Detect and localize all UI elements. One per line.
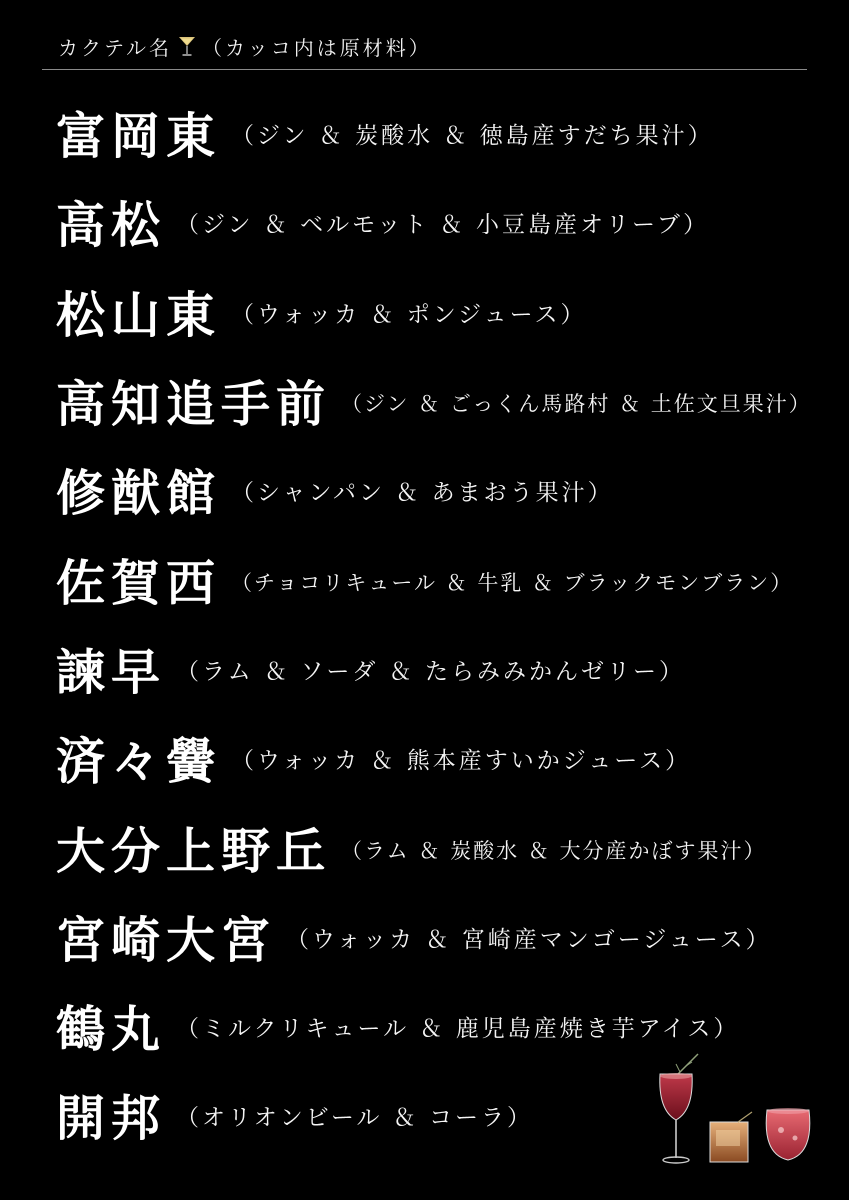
cocktail-item	[56, 360, 836, 449]
cocktail-name: 富岡東	[56, 107, 222, 166]
cocktail-ingredients: （ウォッカ ＆ ポンジュース）	[231, 301, 587, 328]
cocktail-name: 宮崎大宮	[56, 910, 277, 969]
header-title: カクテル名	[58, 35, 172, 60]
cocktail-name: 済々黌	[56, 732, 222, 791]
cocktail-ingredients: （ジン ＆ 炭酸水 ＆ 徳島産すだち果汁）	[231, 123, 714, 150]
cocktail-item	[56, 806, 836, 895]
cocktail-name: 修猷館	[56, 464, 222, 523]
cocktail-item	[56, 181, 836, 270]
cocktail-ingredients: （ウォッカ ＆ 熊本産すいかジュース）	[231, 748, 692, 775]
cocktail-name: 開邦	[56, 1089, 167, 1148]
header-note: （カッコ内は原材料）	[202, 35, 432, 60]
cocktail-name: 諫早	[56, 642, 167, 701]
cocktail-item	[56, 271, 836, 360]
cocktail-name: 鶴丸	[56, 1000, 167, 1059]
cocktail-item	[56, 538, 836, 627]
cocktail-name: 佐賀西	[56, 553, 222, 612]
cocktail-ingredients: （オリオンビール ＆ コーラ）	[176, 1105, 534, 1132]
cocktail-ingredients: （チョコリキュール ＆ 牛乳 ＆ ブラックモンブラン）	[231, 570, 794, 595]
cocktail-item	[56, 717, 836, 806]
cocktail-item	[56, 896, 836, 985]
cocktail-item	[56, 628, 836, 717]
cocktail-name: 松山東	[56, 285, 222, 344]
menu-header	[58, 30, 432, 62]
cocktail-ingredients: （ラム ＆ 炭酸水 ＆ 大分産かぼす果汁）	[341, 838, 767, 863]
cocktail-name: 高松	[56, 196, 167, 255]
cocktail-ingredients: （ジン ＆ ベルモット ＆ 小豆島産オリーブ）	[176, 212, 710, 239]
cocktail-item	[56, 92, 836, 181]
cocktail-name: 大分上野丘	[56, 821, 332, 880]
header-divider	[42, 69, 807, 70]
cocktail-glass-icon	[178, 34, 196, 58]
cocktail-ingredients: （ウォッカ ＆ 宮崎産マンゴージュース）	[286, 926, 772, 953]
cocktail-item	[56, 449, 836, 538]
cocktail-ingredients: （ラム ＆ ソーダ ＆ たらみみかんゼリー）	[176, 658, 686, 685]
cocktail-ingredients: （ミルクリキュール ＆ 鹿児島産焼き芋アイス）	[176, 1016, 740, 1043]
cocktail-ingredients: （ジン ＆ ごっくん馬路村 ＆ 土佐文旦果汁）	[341, 392, 812, 417]
cocktail-photo	[650, 1050, 815, 1170]
cocktail-name: 高知追手前	[56, 375, 332, 434]
cocktail-list	[56, 92, 836, 1164]
cocktail-ingredients: （シャンパン ＆ あまおう果汁）	[231, 480, 614, 507]
